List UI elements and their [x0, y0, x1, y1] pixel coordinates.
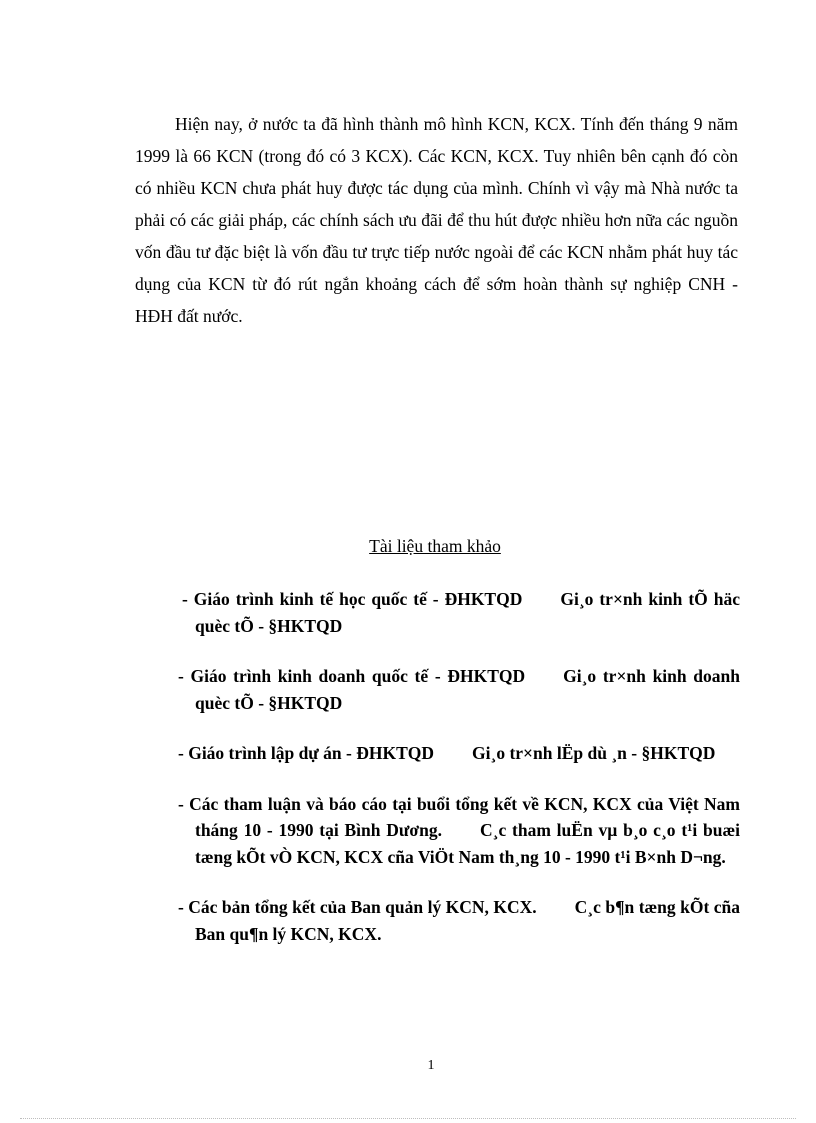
reference-text: - Giáo trình kinh tế học quốc tế - ĐHKTQD	[182, 589, 523, 609]
reference-item	[170, 740, 740, 767]
references-title: Tài liệu tham khảo	[369, 536, 501, 556]
reference-garbled-text: Gi¸o tr×nh kinh tÕ häc quèc tÕ - §HKTQD	[195, 589, 740, 636]
reference-item	[170, 663, 740, 716]
page-number: 1	[427, 1058, 435, 1073]
reference-text: - Giáo trình lập dự án - ĐHKTQD	[178, 743, 435, 763]
reference-garbled-text: C¸c b¶n tæng kÕt cña Ban qu¶n lý KCN, KCX.	[195, 897, 741, 944]
reference-item	[170, 791, 740, 871]
reference-garbled-text: Gi¸o tr×nh lËp dù ¸n - §HKTQD	[472, 743, 716, 763]
references-list	[170, 586, 740, 971]
reference-item	[170, 586, 740, 639]
intro-paragraph: Hiện nay, ở nước ta đã hình thành mô hình KCN, KCX. Tính đến tháng 9 năm 1999 là 66 KCN (trong đó có 3 KCX). Các KCN, KCX. Tuy nhiên bên cạnh đó còn có nhiều KCN chưa phát huy được tác dụng của mình. Chính vì vậy mà Nhà nước ta phải có các giải pháp, các chính sách ưu đãi để thu hút được nhiều hơn nữa các nguồn vốn đầu tư đặc biệt là vốn đầu tư trực tiếp nước ngoài để các KCN nhằm phát huy tác dụng của KCN từ đó rút ngắn khoảng cách để sớm hoàn thành sự nghiệp CNH - HĐH đất nước.	[135, 114, 738, 326]
reference-garbled-text: C¸c tham luËn vµ b¸o c¸o t¹i buæi tæng kÕt vÒ KCN, KCX cña ViÖt Nam th¸ng 10 - 1990 t¹i B×nh D¬ng.	[195, 820, 741, 867]
reference-item	[170, 894, 740, 947]
reference-text: - Giáo trình kinh doanh quốc tế - ĐHKTQD	[178, 666, 526, 686]
page-bottom-divider	[20, 1118, 796, 1119]
reference-text: - Các bản tổng kết của Ban quản lý KCN, KCX.	[178, 897, 537, 917]
reference-text: - Các tham luận và báo cáo tại buổi tổng kết về KCN, KCX của Việt Nam tháng 10 - 1990 tại Bình Dương.	[178, 793, 740, 840]
reference-garbled-text: Gi¸o tr×nh kinh doanh quèc tÕ - §HKTQD	[195, 666, 741, 713]
